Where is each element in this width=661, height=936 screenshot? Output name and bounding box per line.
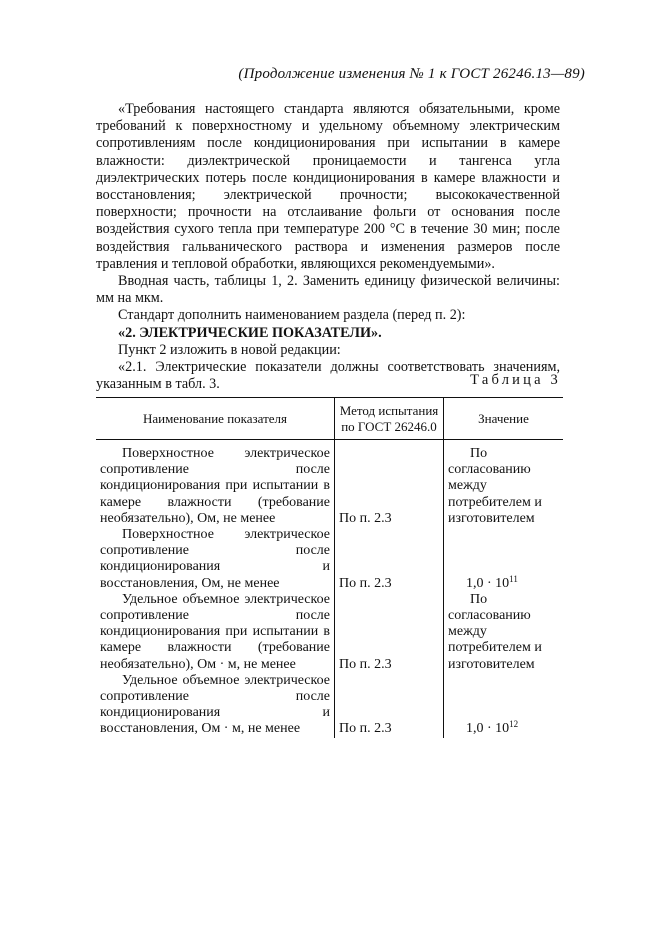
test-method: По п. 2.3 [335, 673, 444, 738]
test-method: По п. 2.3 [335, 440, 444, 528]
indicator-name: Удельное объемное электрическое сопротивление после кондиционирования и восстановления, Ом · м, не менее [100, 672, 330, 737]
body-text [96, 101, 560, 393]
indicator-value: По согласованию между потребителем и изготовителем [444, 440, 564, 528]
paragraph-item-2-1: «2.1. Электрические показатели должны соответствовать значениям, указанным в табл. 3. [96, 359, 560, 393]
table-row [96, 673, 563, 738]
test-method: По п. 2.3 [335, 527, 444, 592]
indicator-name: Удельное объемное электрическое сопротивление после кондиционирования при испытании в камере влажности (требование необязательно), Ом · м, не менее [100, 591, 330, 672]
page-header: (Продолжение изменения № 1 к ГОСТ 26246.13—89) [238, 66, 585, 82]
paragraph-units: Вводная часть, таблицы 1, 2. Заменить единицу физической величины: мм на мкм. [96, 273, 560, 307]
table-header-row [96, 398, 563, 440]
indicators-table [96, 397, 563, 738]
header-value: Значение [444, 398, 564, 440]
indicator-value: $1,0 \cdot 10^{11}$ [444, 527, 564, 592]
indicator-name: Поверхностное электрическое сопротивление после кондиционирования и восстановления, Ом, не менее [100, 527, 330, 591]
header-indicator-name: Наименование показателя [96, 398, 335, 440]
table-row [96, 527, 563, 592]
table-row [96, 592, 563, 673]
indicator-value: По согласованию между потребителем и изготовителем [444, 592, 564, 673]
section-title: «2. ЭЛЕКТРИЧЕСКИЕ ПОКАЗАТЕЛИ». [118, 324, 382, 341]
table-label: Таблица 3 [470, 372, 561, 388]
header-test-method: Метод испытания по ГОСТ 26246.0 [335, 398, 444, 440]
indicator-value: $1,0 \cdot 10^{12}$ [444, 673, 564, 738]
paragraph-requirements: «Требования настоящего стандарта являются обязательными, кроме требований к поверхностному и удельному объемному электрическим сопротивлениям после кондиционирования при испытании в камере влажности: диэлектрической проницаемости и тангенса угла диэлектрических потерь после кондиционирования в камере влажности и восстановления; электрической прочности; высококачественной поверхности; прочности на отслаивание фольги от основания после воздействия сухого тепла при температуре 200 °С в течение 30 мин; после воздействия гальванического раствора и изменения размеров после травления и тепловой обработки, являющихся рекомендуемыми». [96, 101, 560, 272]
paragraph-item-2: Пункт 2 изложить в новой редакции: [118, 341, 341, 358]
test-method: По п. 2.3 [335, 592, 444, 673]
table-row [96, 440, 563, 528]
paragraph-section-add: Стандарт дополнить наименованием раздела (перед п. 2): [118, 307, 466, 324]
indicator-name: Поверхностное электрическое сопротивление после кондиционирования при испытании в камере влажности (требование необязательно), Ом, не менее [100, 446, 330, 526]
